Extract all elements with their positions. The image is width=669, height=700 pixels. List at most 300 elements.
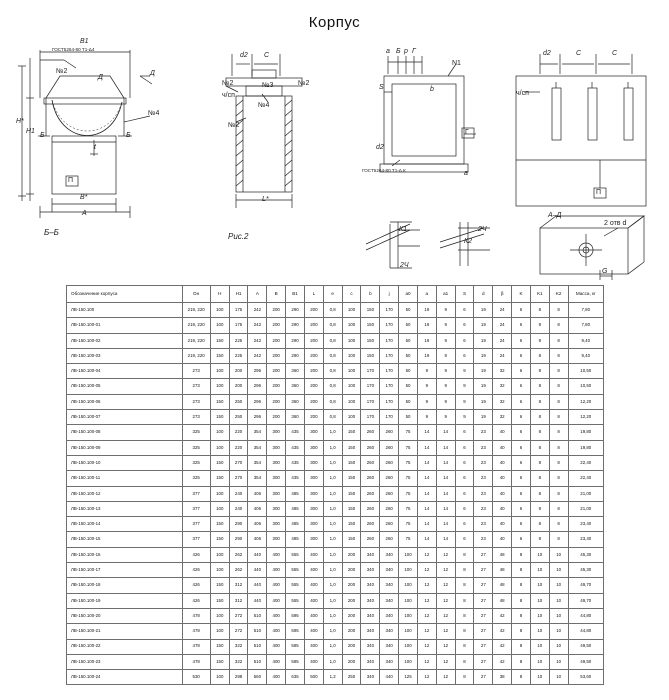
table-cell: 8 xyxy=(530,333,549,348)
table-cell: 100 xyxy=(342,379,361,394)
table-col-header: Dн xyxy=(182,286,210,303)
table-col-header: a0 xyxy=(399,286,418,303)
table-cell: 53,60 xyxy=(568,670,603,685)
label-k1: К1 xyxy=(399,226,408,233)
label-n1-v3: N1 xyxy=(452,60,461,67)
table-cell: 6 xyxy=(512,364,531,379)
label-2-otv-d: 2 отв d xyxy=(604,220,627,227)
table-cell: 14 xyxy=(436,501,455,516)
table-cell: 1,0 xyxy=(323,517,342,532)
table-cell: 340 xyxy=(361,563,380,578)
table-cell: 48 xyxy=(493,563,512,578)
table-cell: 8 xyxy=(512,578,531,593)
table-row xyxy=(67,364,604,379)
cell-designation: ЛВ-150.100-03 xyxy=(67,348,183,363)
table-col-header: S xyxy=(455,286,474,303)
table-cell: 595 xyxy=(286,639,305,654)
table-cell: 150 xyxy=(342,517,361,532)
table-cell: 9 xyxy=(436,318,455,333)
cell-designation: ЛВ-150.100-15 xyxy=(67,532,183,547)
cell-designation: ЛВ-150.100-14 xyxy=(67,517,183,532)
label-2ch-k2: 2Ч xyxy=(478,226,487,233)
table-cell: 298 xyxy=(229,670,248,685)
table-cell: 9 xyxy=(436,364,455,379)
table-cell: 8 xyxy=(549,532,568,547)
table-cell: 555 xyxy=(286,578,305,593)
table-cell: 8 xyxy=(530,517,549,532)
table-row xyxy=(67,318,604,333)
table-cell: 10 xyxy=(549,578,568,593)
table-cell: 400 xyxy=(304,578,323,593)
table-cell: 260 xyxy=(361,455,380,470)
table-cell: 219, 220 xyxy=(182,303,210,318)
table-cell: 23 xyxy=(474,501,493,516)
table-col-header: d xyxy=(474,286,493,303)
table-col-header: β xyxy=(493,286,512,303)
table-cell: 260 xyxy=(361,517,380,532)
specification-table-wrapper xyxy=(66,285,604,685)
table-cell: 300 xyxy=(304,425,323,440)
table-cell: 242 xyxy=(248,348,267,363)
table-cell: 8 xyxy=(530,303,549,318)
table-cell: 100 xyxy=(210,624,229,639)
table-cell: 296 xyxy=(248,410,267,425)
table-cell: 200 xyxy=(342,608,361,623)
cell-designation: ЛВ-150.100-05 xyxy=(67,379,183,394)
table-cell: 200 xyxy=(304,364,323,379)
table-cell: 273 xyxy=(182,410,210,425)
table-cell: 340 xyxy=(361,593,380,608)
table-cell: 23 xyxy=(474,532,493,547)
table-cell: 325 xyxy=(182,440,210,455)
table-cell: 300 xyxy=(267,425,286,440)
table-cell: 38 xyxy=(493,670,512,685)
table-cell: 1,0 xyxy=(323,471,342,486)
table-cell: 340 xyxy=(361,608,380,623)
table-cell: 42 xyxy=(493,639,512,654)
table-cell: 325 xyxy=(182,425,210,440)
table-cell: 0,8 xyxy=(323,348,342,363)
table-cell: 8 xyxy=(512,593,531,608)
table-cell: 200 xyxy=(342,654,361,669)
table-cell: 12 xyxy=(417,608,436,623)
table-cell: 273 xyxy=(182,379,210,394)
table-cell: 8 xyxy=(530,440,549,455)
table-cell: 8 xyxy=(512,639,531,654)
table-cell: 150 xyxy=(361,318,380,333)
table-cell: 150 xyxy=(342,471,361,486)
table-cell: 426 xyxy=(182,593,210,608)
table-cell: 14 xyxy=(417,532,436,547)
table-cell: 354 xyxy=(248,471,267,486)
label-chsp-fig2: ч/сп xyxy=(222,92,235,99)
table-cell: 340 xyxy=(380,624,399,639)
table-cell: 6 xyxy=(512,410,531,425)
table-cell: 1,0 xyxy=(323,547,342,562)
table-cell: 377 xyxy=(182,501,210,516)
table-cell: 6 xyxy=(512,348,531,363)
table-cell: 8 xyxy=(549,410,568,425)
table-cell: 272 xyxy=(229,624,248,639)
label-h: Н* xyxy=(16,118,24,125)
table-cell: 150 xyxy=(342,455,361,470)
table-cell: 48 xyxy=(493,547,512,562)
cell-designation: ЛВ-150.100 xyxy=(67,303,183,318)
table-cell: 27 xyxy=(474,624,493,639)
table-row xyxy=(67,425,604,440)
table-row xyxy=(67,532,604,547)
table-row xyxy=(67,639,604,654)
table-cell: 260 xyxy=(380,425,399,440)
table-cell: 8 xyxy=(455,547,474,562)
table-cell: 595 xyxy=(286,654,305,669)
table-row xyxy=(67,670,604,685)
table-cell: 150 xyxy=(342,486,361,501)
table-cell: 6 xyxy=(455,318,474,333)
table-cell: 19 xyxy=(474,379,493,394)
table-cell: 19 xyxy=(474,364,493,379)
table-cell: 170 xyxy=(380,303,399,318)
table-cell: 260 xyxy=(361,425,380,440)
label-p-v4: П xyxy=(596,189,602,196)
table-cell: 325 xyxy=(182,471,210,486)
table-cell: 354 xyxy=(248,425,267,440)
label-b1: В1 xyxy=(80,38,89,45)
table-cell: 200 xyxy=(229,364,248,379)
table-cell: 150 xyxy=(342,532,361,547)
label-b-v3: Б xyxy=(396,48,401,55)
table-cell: 300 xyxy=(267,455,286,470)
table-row xyxy=(67,333,604,348)
table-cell: 170 xyxy=(380,348,399,363)
table-cell: 23 xyxy=(474,486,493,501)
table-cell: 9,40 xyxy=(568,333,603,348)
cell-designation: ЛВ-150.100-16 xyxy=(67,547,183,562)
table-cell: 8 xyxy=(530,455,549,470)
table-cell: 23,40 xyxy=(568,532,603,547)
table-cell: 260 xyxy=(380,517,399,532)
table-cell: 440 xyxy=(248,578,267,593)
table-cell: 100 xyxy=(399,639,418,654)
table-cell: 27 xyxy=(474,639,493,654)
table-cell: 19 xyxy=(474,348,493,363)
table-cell: 50 xyxy=(399,379,418,394)
table-cell: 100 xyxy=(399,563,418,578)
table-cell: 8 xyxy=(530,348,549,363)
table-cell: 200 xyxy=(267,394,286,409)
table-col-header: K2 xyxy=(549,286,568,303)
table-cell: 400 xyxy=(304,654,323,669)
table-cell: 50 xyxy=(399,318,418,333)
table-cell: 200 xyxy=(342,578,361,593)
table-cell: 8 xyxy=(549,318,568,333)
table-cell: 10,50 xyxy=(568,364,603,379)
table-cell: 200 xyxy=(267,333,286,348)
table-cell: 340 xyxy=(361,547,380,562)
table-cell: 200 xyxy=(229,379,248,394)
table-cell: 170 xyxy=(361,364,380,379)
cell-designation: ЛВ-150.100-06 xyxy=(67,394,183,409)
table-cell: 260 xyxy=(380,455,399,470)
table-cell: 100 xyxy=(399,624,418,639)
table-cell: 40 xyxy=(493,471,512,486)
label-b-left: Б xyxy=(40,132,45,139)
table-cell: 24 xyxy=(493,303,512,318)
table-cell: 340 xyxy=(361,624,380,639)
table-cell: 170 xyxy=(380,333,399,348)
table-cell: 290 xyxy=(229,517,248,532)
table-cell: 1,0 xyxy=(323,593,342,608)
table-cell: 10 xyxy=(530,608,549,623)
table-col-header: j xyxy=(380,286,399,303)
table-cell: 12 xyxy=(436,593,455,608)
table-cell: 8 xyxy=(512,670,531,685)
table-row xyxy=(67,608,604,623)
table-cell: 8 xyxy=(549,517,568,532)
table-cell: 250 xyxy=(229,410,248,425)
table-cell: 360 xyxy=(286,394,305,409)
table-col-header: b xyxy=(361,286,380,303)
table-cell: 272 xyxy=(229,608,248,623)
table-row xyxy=(67,440,604,455)
table-cell: 8 xyxy=(549,303,568,318)
table-cell: 260 xyxy=(361,532,380,547)
table-cell: 14 xyxy=(417,440,436,455)
table-cell: 40 xyxy=(493,440,512,455)
table-cell: 150 xyxy=(210,333,229,348)
table-cell: 8 xyxy=(530,364,549,379)
table-cell: 400 xyxy=(267,563,286,578)
table-cell: 1,0 xyxy=(323,578,342,593)
table-cell: 312 xyxy=(229,593,248,608)
table-cell: 1,2 xyxy=(323,670,342,685)
table-cell: 340 xyxy=(380,563,399,578)
table-cell: 1,0 xyxy=(323,608,342,623)
table-body xyxy=(67,303,604,685)
cell-designation: ЛВ-150.100-12 xyxy=(67,486,183,501)
table-row xyxy=(67,593,604,608)
table-cell: 9 xyxy=(436,394,455,409)
table-cell: 200 xyxy=(304,394,323,409)
cell-designation: ЛВ-150.100-20 xyxy=(67,608,183,623)
table-cell: 49,50 xyxy=(568,639,603,654)
table-cell: 406 xyxy=(248,517,267,532)
table-cell: 40 xyxy=(493,501,512,516)
table-cell: 100 xyxy=(342,394,361,409)
table-cell: 6 xyxy=(512,318,531,333)
table-cell: 426 xyxy=(182,563,210,578)
table-cell: 260 xyxy=(361,501,380,516)
table-cell: 242 xyxy=(248,303,267,318)
table-cell: 150 xyxy=(210,593,229,608)
table-cell: 14 xyxy=(417,517,436,532)
table-cell: 0,8 xyxy=(323,303,342,318)
table-col-header: c xyxy=(342,286,361,303)
table-cell: 150 xyxy=(210,654,229,669)
table-cell: 6 xyxy=(455,333,474,348)
table-cell: 44,80 xyxy=(568,624,603,639)
table-cell: 0,8 xyxy=(323,364,342,379)
table-cell: 290 xyxy=(229,532,248,547)
table-cell: 6 xyxy=(455,348,474,363)
table-cell: 9 xyxy=(436,348,455,363)
label-n2b-fig2: №2 xyxy=(298,80,310,87)
table-cell: 19 xyxy=(417,333,436,348)
table-cell: 200 xyxy=(267,410,286,425)
table-cell: 300 xyxy=(304,455,323,470)
table-cell: 100 xyxy=(342,333,361,348)
table-cell: 6 xyxy=(512,379,531,394)
table-cell: 100 xyxy=(210,440,229,455)
table-cell: 435 xyxy=(286,471,305,486)
table-cell: 270 xyxy=(229,455,248,470)
label-s-v3: S xyxy=(379,84,384,91)
table-cell: 12 xyxy=(436,547,455,562)
table-cell: 260 xyxy=(380,486,399,501)
table-cell: 50 xyxy=(399,364,418,379)
cell-designation: ЛВ-150.100-18 xyxy=(67,578,183,593)
table-cell: 100 xyxy=(210,670,229,685)
table-cell: 6 xyxy=(512,394,531,409)
table-cell: 250 xyxy=(229,394,248,409)
table-cell: 45,30 xyxy=(568,547,603,562)
table-cell: 32 xyxy=(493,364,512,379)
label-n2c-fig2: №2 xyxy=(228,122,240,129)
table-cell: 8 xyxy=(549,348,568,363)
table-cell: 150 xyxy=(210,348,229,363)
table-row xyxy=(67,486,604,501)
table-cell: 100 xyxy=(399,608,418,623)
table-cell: 12,20 xyxy=(568,410,603,425)
table-col-header: Масса, кг xyxy=(568,286,603,303)
table-cell: 6 xyxy=(455,471,474,486)
table-cell: 75 xyxy=(399,425,418,440)
table-cell: 296 xyxy=(248,379,267,394)
table-cell: 170 xyxy=(361,394,380,409)
table-cell: 12,20 xyxy=(568,394,603,409)
table-col-header: B xyxy=(267,286,286,303)
table-cell: 200 xyxy=(304,410,323,425)
table-cell: 42 xyxy=(493,624,512,639)
table-cell: 273 xyxy=(182,394,210,409)
table-cell: 485 xyxy=(286,501,305,516)
cell-designation: ЛВ-150.100-08 xyxy=(67,425,183,440)
table-cell: 10 xyxy=(549,670,568,685)
table-cell: 14 xyxy=(436,486,455,501)
table-cell: 200 xyxy=(342,624,361,639)
table-cell: 14 xyxy=(436,455,455,470)
table-cell: 6 xyxy=(455,532,474,547)
table-cell: 14 xyxy=(436,532,455,547)
cell-designation: ЛВ-150.100-07 xyxy=(67,410,183,425)
table-cell: 300 xyxy=(304,501,323,516)
table-cell: 100 xyxy=(210,547,229,562)
table-cell: 14 xyxy=(417,471,436,486)
caption-a-d: А–Д xyxy=(548,212,562,219)
table-cell: 9 xyxy=(417,364,436,379)
table-cell: 200 xyxy=(267,318,286,333)
table-cell: 322 xyxy=(229,654,248,669)
table-cell: 10 xyxy=(549,593,568,608)
table-cell: 1,0 xyxy=(323,624,342,639)
table-cell: 150 xyxy=(210,517,229,532)
table-row xyxy=(67,547,604,562)
table-cell: 12 xyxy=(417,624,436,639)
table-cell: 8 xyxy=(549,486,568,501)
table-cell: 150 xyxy=(361,348,380,363)
table-cell: 6 xyxy=(512,333,531,348)
cell-designation: ЛВ-150.100-19 xyxy=(67,593,183,608)
table-cell: 300 xyxy=(304,471,323,486)
table-cell: 10,50 xyxy=(568,379,603,394)
table-cell: 12 xyxy=(436,654,455,669)
table-cell: 8 xyxy=(512,608,531,623)
table-cell: 300 xyxy=(267,440,286,455)
table-cell: 9 xyxy=(455,410,474,425)
table-cell: 406 xyxy=(248,501,267,516)
table-cell: 400 xyxy=(267,547,286,562)
table-cell: 6 xyxy=(512,425,531,440)
table-cell: 8 xyxy=(455,639,474,654)
table-cell: 170 xyxy=(361,410,380,425)
table-cell: 23,40 xyxy=(568,517,603,532)
table-cell: 100 xyxy=(399,593,418,608)
table-cell: 6 xyxy=(455,303,474,318)
table-cell: 377 xyxy=(182,517,210,532)
table-cell: 220 xyxy=(229,440,248,455)
table-cell: 400 xyxy=(304,593,323,608)
table-cell: 23 xyxy=(474,440,493,455)
table-cell: 635 xyxy=(286,670,305,685)
table-cell: 8 xyxy=(512,654,531,669)
table-cell: 240 xyxy=(229,486,248,501)
table-cell: 10 xyxy=(549,624,568,639)
table-cell: 8 xyxy=(455,654,474,669)
label-gost-v3: ГОСТ5264-80 Т1-Δ,К xyxy=(362,168,406,173)
table-cell: 440 xyxy=(248,563,267,578)
table-cell: 100 xyxy=(399,654,418,669)
table-col-header: a1 xyxy=(436,286,455,303)
label-k2: К2 xyxy=(464,238,473,245)
table-cell: 8 xyxy=(455,624,474,639)
table-cell: 40 xyxy=(493,486,512,501)
table-cell: 322 xyxy=(229,639,248,654)
table-cell: 1,0 xyxy=(323,425,342,440)
table-col-header: H xyxy=(210,286,229,303)
table-cell: 75 xyxy=(399,501,418,516)
table-cell: 340 xyxy=(361,578,380,593)
table-cell: 200 xyxy=(267,364,286,379)
table-cell: 19 xyxy=(474,333,493,348)
table-cell: 312 xyxy=(229,578,248,593)
table-col-header: K xyxy=(512,286,531,303)
table-cell: 8 xyxy=(530,410,549,425)
table-cell: 100 xyxy=(399,547,418,562)
label-n2-fig2: №2 xyxy=(222,80,234,87)
table-cell: 360 xyxy=(286,410,305,425)
table-cell: 8 xyxy=(549,425,568,440)
table-cell: 500 xyxy=(304,670,323,685)
table-cell: 14 xyxy=(417,455,436,470)
table-cell: 300 xyxy=(267,501,286,516)
table-cell: 1,0 xyxy=(323,532,342,547)
table-cell: 10 xyxy=(530,563,549,578)
table-cell: 478 xyxy=(182,624,210,639)
table-cell: 9 xyxy=(436,333,455,348)
table-cell: 9,40 xyxy=(568,348,603,363)
table-cell: 6 xyxy=(455,455,474,470)
table-cell: 9 xyxy=(417,379,436,394)
